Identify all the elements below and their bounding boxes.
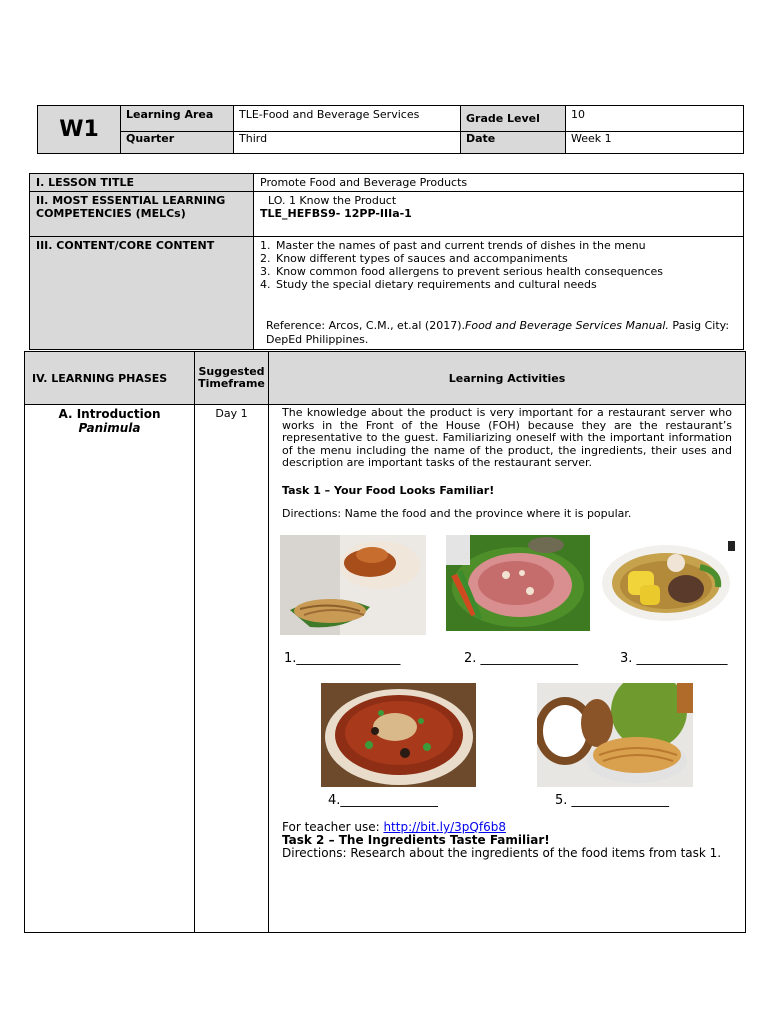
grade-level-label: Grade Level [461,106,566,132]
timeframe-header: Suggested Timeframe [195,352,269,405]
task2-directions: Directions: Research about the ingredients of the food items from task 1. [282,846,722,860]
phase-cell [25,405,195,933]
activities-cell [269,405,746,933]
lesson-title-label: I. LESSON TITLE [30,174,254,192]
melc-code: TLE_HEFBS9- 12PP-IIIa-1 [260,207,412,220]
teacher-label: For teacher use: [282,820,384,834]
reference-prefix: Reference: Arcos, C.M., et.al (2017). [266,319,466,332]
blank-3[interactable]: 3. ______________ [620,651,728,666]
food-image-5 [537,683,693,787]
lesson-title-value: Promote Food and Beverage Products [254,174,744,192]
blank-1[interactable]: 1.________________ [284,651,401,666]
food-image-1 [280,535,426,635]
date-value: Week 1 [566,132,744,154]
week-code: W1 [38,106,121,154]
blank-2[interactable]: 2. _______________ [464,651,579,666]
phases-header: IV. LEARNING PHASES [25,352,195,405]
teacher-link[interactable]: http://bit.ly/3pQf6b8 [383,820,506,834]
blank-5[interactable]: 5. _______________ [555,793,670,808]
activities-header: Learning Activities [269,352,746,405]
content-item: 1. Master the names of past and current trends of dishes in the menu [274,239,737,252]
phase-name: A. Introduction [58,407,161,421]
task1-title: Task 1 – Your Food Looks Familiar! [282,483,495,497]
content-label: III. CONTENT/CORE CONTENT [30,237,254,350]
content-item: 3. Know common food allergens to prevent serious health consequences [274,265,737,278]
melc-label [30,192,254,237]
date-label: Date [461,132,566,154]
melc-value [254,192,744,237]
quarter-label: Quarter [121,132,234,154]
melc-line: LO. 1 Know the Product [268,194,397,207]
melc-label-text: II. MOST ESSENTIAL LEARNING COMPETENCIES (MELCs) [36,194,226,220]
blank-4[interactable]: 4._______________ [328,793,438,808]
food-image-4 [321,683,476,787]
teacher-section [282,821,734,860]
phase-subname: Panimula [78,421,141,435]
content-value [254,237,744,350]
food-image-3 [600,541,735,621]
timeframe-cell: Day 1 [195,405,269,933]
task2-title: Task 2 – The Ingredients Taste Familiar! [282,833,550,847]
phases-table [24,351,746,933]
learning-area-label: Learning Area [121,106,234,132]
content-item: 2. Know different types of sauces and accompaniments [274,252,737,265]
grade-level-value: 10 [566,106,744,132]
content-list [260,239,737,291]
lesson-table [29,173,744,350]
intro-paragraph: The knowledge about the product is very important for a restaurant server who works in the Front of the House (FOH) because they are the restaurant’s representative to the guest. Familiarizing oneself with the important information of the menu including the name of the product, the ingredients, their uses and description are important tasks of the restaurant server. [282,406,732,469]
header-table [37,105,744,154]
task1-directions: Directions: Name the food and the province where it is popular. [282,506,632,520]
quarter-value: Third [234,132,461,154]
reference [260,319,737,347]
learning-area-value: TLE-Food and Beverage Services [234,106,461,132]
reference-suffix: Pasig City: DepEd Philippines. [266,319,730,346]
content-item: 4. Study the special dietary requirements and cultural needs [274,278,737,291]
reference-title: Food and Beverage Services Manual. [465,319,669,332]
food-image-2 [446,535,590,631]
